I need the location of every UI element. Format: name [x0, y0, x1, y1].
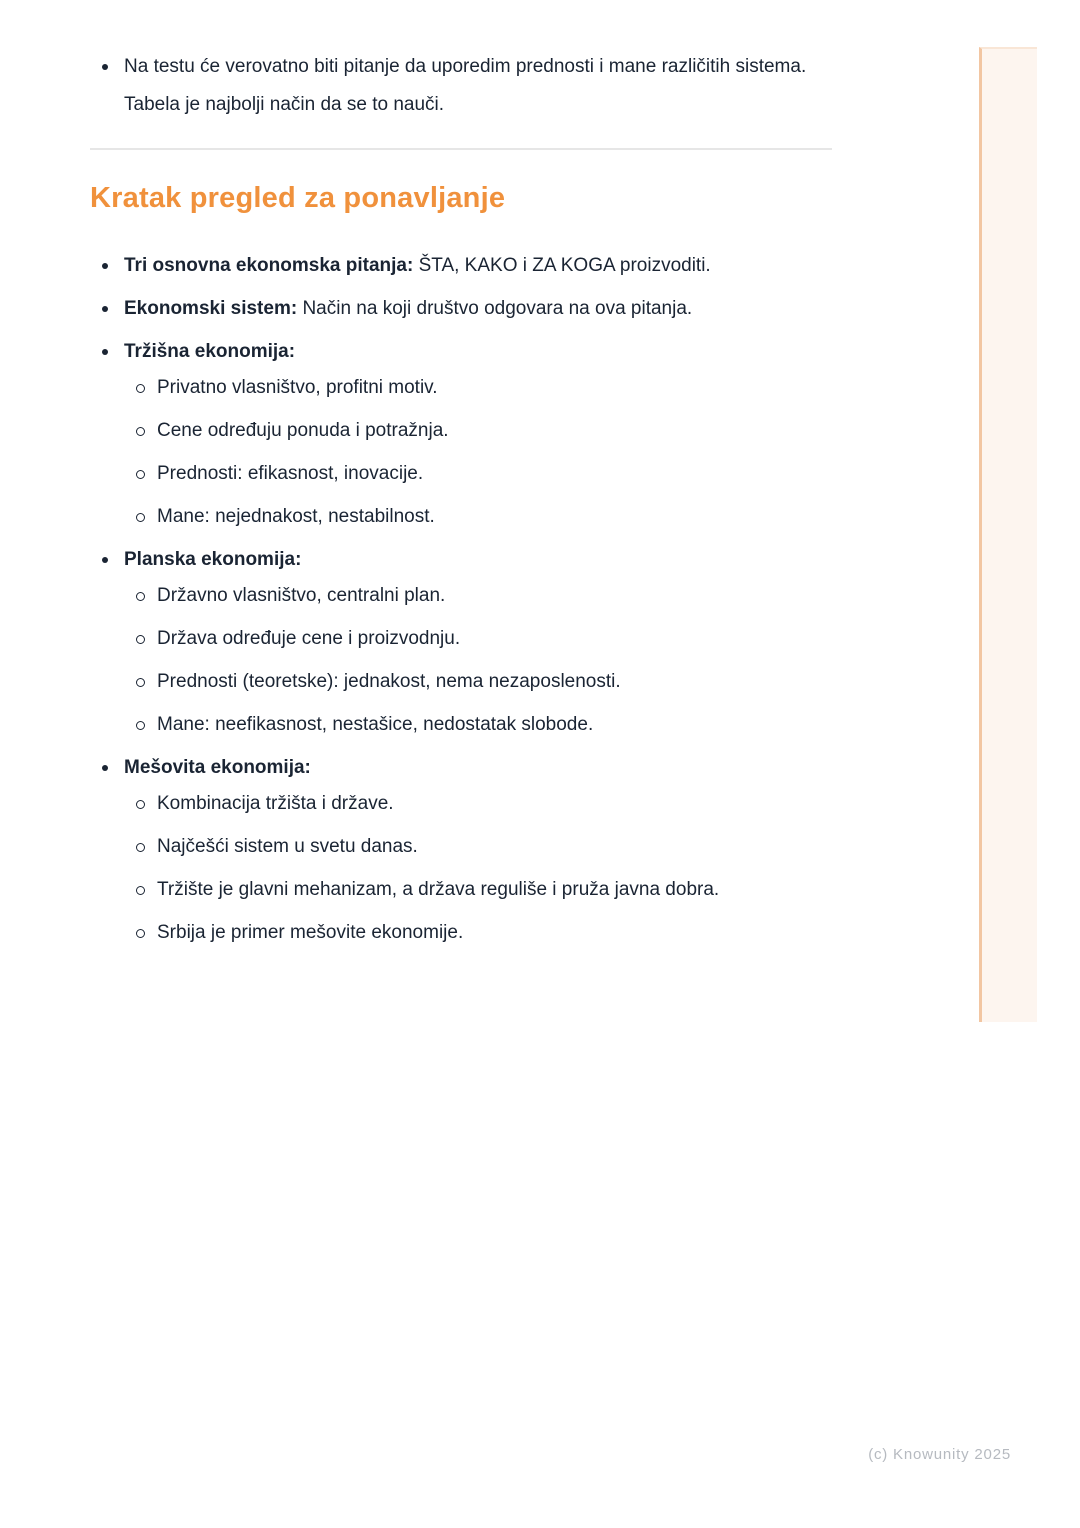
sub-list-item [90, 419, 832, 443]
notes-content [90, 48, 832, 964]
list-item-lead: Planska ekonomija: [124, 549, 302, 570]
sub-list-item [90, 376, 832, 400]
bullet-icon [102, 557, 108, 563]
circle-bullet-icon [136, 635, 145, 644]
sub-item-text: Najčešći sistem u svetu danas. [157, 836, 418, 857]
bullet-icon [102, 349, 108, 355]
sub-list-item [90, 878, 832, 902]
list-item [90, 340, 832, 364]
sub-list-item [90, 921, 832, 945]
sub-list-item [90, 670, 832, 694]
list-item-lead: Mešovita ekonomija: [124, 757, 311, 778]
circle-bullet-icon [136, 470, 145, 479]
section-heading: Kratak pregled za ponavljanje [90, 182, 506, 214]
list-item [90, 548, 832, 572]
sub-list [90, 376, 832, 529]
circle-bullet-icon [136, 843, 145, 852]
bullet-icon [102, 263, 108, 269]
review-list [90, 254, 832, 945]
list-item [90, 756, 832, 780]
sub-item-text: Država određuje cene i proizvodnju. [157, 628, 461, 649]
right-accent-stripe [979, 47, 1037, 1022]
sub-list [90, 792, 832, 945]
sub-item-text: Tržište je glavni mehanizam, a država reguliše i pruža javna dobra. [157, 879, 720, 900]
sub-item-text: Prednosti: efikasnost, inovacije. [157, 463, 424, 484]
list-item [90, 48, 832, 124]
sub-list-item [90, 792, 832, 816]
list-item [90, 297, 832, 321]
circle-bullet-icon [136, 384, 145, 393]
circle-bullet-icon [136, 513, 145, 522]
sub-item-text: Mane: nejednakost, nestabilnost. [157, 506, 435, 527]
list-item-text: ŠTA, KAKO i ZA KOGA proizvoditi. [413, 255, 711, 276]
sub-list [90, 584, 832, 737]
circle-bullet-icon [136, 800, 145, 809]
sub-list-item [90, 627, 832, 651]
sub-item-text: Srbija je primer mešovite ekonomije. [157, 922, 464, 943]
list-item [90, 254, 832, 278]
sub-item-text: Privatno vlasništvo, profitni motiv. [157, 377, 438, 398]
sub-list-item [90, 713, 832, 737]
circle-bullet-icon [136, 721, 145, 730]
bullet-icon [102, 306, 108, 312]
bullet-icon [102, 765, 108, 771]
sub-list-item [90, 835, 832, 859]
sub-item-text: Prednosti (teoretske): jednakost, nema nezaposlenosti. [157, 671, 621, 692]
list-item-text: Način na koji društvo odgovara na ova pitanja. [297, 298, 693, 319]
list-item-lead: Ekonomski sistem: [124, 298, 298, 319]
sub-item-text: Državno vlasništvo, centralni plan. [157, 585, 446, 606]
sub-item-text: Kombinacija tržišta i države. [157, 793, 394, 814]
footer-copyright: (c) Knowunity 2025 [868, 1446, 1011, 1463]
sub-list-item [90, 584, 832, 608]
circle-bullet-icon [136, 592, 145, 601]
list-item-lead: Tri osnovna ekonomska pitanja: [124, 255, 414, 276]
bullet-icon [102, 64, 108, 70]
list-item-lead: Tržišna ekonomija: [124, 341, 296, 362]
section-divider [90, 148, 832, 150]
sub-list-item [90, 505, 832, 529]
sub-item-text: Mane: neefikasnost, nestašice, nedostatak slobode. [157, 714, 594, 735]
sub-list-item [90, 462, 832, 486]
intro-text: Na testu će verovatno biti pitanje da uporedim prednosti i mane različitih sistema. Tabela je najbolji način da se to nauči. [124, 56, 807, 115]
circle-bullet-icon [136, 929, 145, 938]
circle-bullet-icon [136, 886, 145, 895]
circle-bullet-icon [136, 678, 145, 687]
circle-bullet-icon [136, 427, 145, 436]
sub-item-text: Cene određuju ponuda i potražnja. [157, 420, 449, 441]
